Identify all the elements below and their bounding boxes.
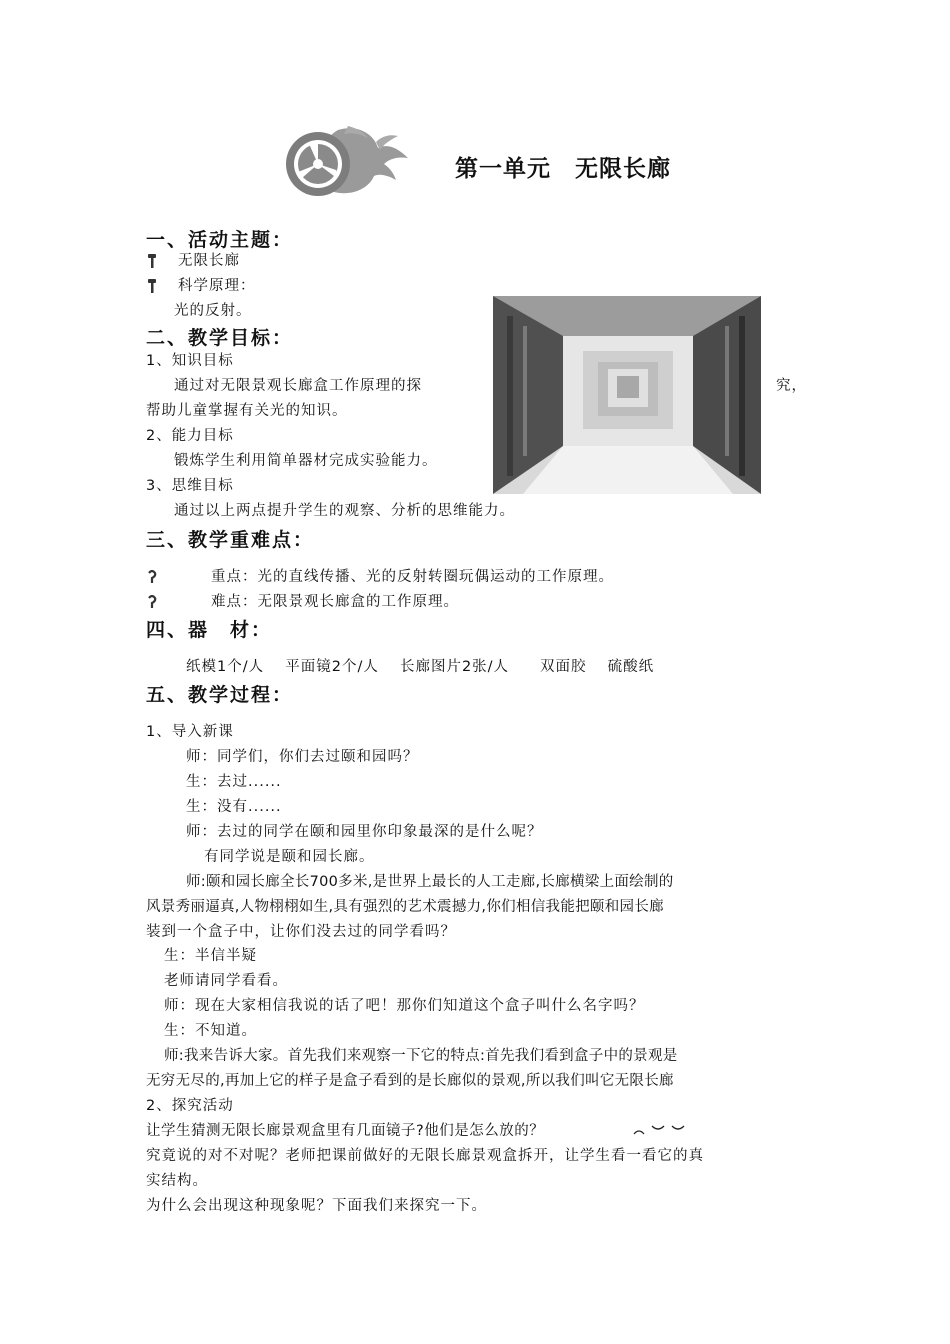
- process-line: 师:颐和园长廊全长700多米,是世界上最长的人工走廊,长廊横梁上面绘制的: [186, 874, 674, 890]
- process-line: 生：去过......: [186, 774, 282, 790]
- hook-bullet-icon: [147, 570, 157, 584]
- process-line: 装到一个盒子中，让你们没去过的同学看吗？: [146, 924, 456, 940]
- process-line: 师：现在大家相信我说的话了吧！那你们知道这个盒子叫什么名字吗？: [164, 998, 645, 1014]
- process-line: 有同学说是颐和园长廊。: [204, 849, 375, 865]
- unit-logo: [278, 124, 412, 198]
- process-line: 师:我来告诉大家。首先我们来观察一下它的特点:首先我们看到盒子中的景观是: [164, 1048, 678, 1064]
- process-line: 师：同学们，你们去过颐和园吗？: [186, 749, 419, 765]
- goal-3-title: 3、思维目标: [146, 478, 234, 494]
- process-line: 实结构。: [146, 1173, 208, 1189]
- section-4-heading: 四、器 材：: [146, 619, 273, 641]
- pin-bullet-icon: [147, 279, 157, 293]
- process-line: 让学生猜测无限长廊景观盒里有几面镜子?他们是怎么放的？: [146, 1123, 545, 1139]
- process-line: 生：半信半疑: [164, 948, 257, 964]
- section-1-heading: 一、活动主题：: [146, 229, 294, 251]
- process-line: 生：不知道。: [164, 1023, 257, 1039]
- goal-1-line-1: 通过对无限景观长廊盒工作原理的探: [174, 378, 422, 394]
- sec1-item-1: 无限长廊: [178, 253, 240, 269]
- pin-bullet-icon: [147, 254, 157, 268]
- page-title: 第一单元 无限长廊: [455, 156, 671, 182]
- wavy-mark-icon: [632, 1122, 688, 1138]
- sec3-key-point: 重点：光的直线传播、光的反射转圈玩偶运动的工作原理。: [211, 569, 614, 585]
- process-line: 无穷无尽的,再加上它的样子是盒子看到的是长廊似的景观,所以我们叫它无限长廊: [146, 1073, 674, 1089]
- process-line: 究竟说的对不对呢？老师把课前做好的无限长廊景观盒拆开，让学生看一看它的真: [146, 1148, 704, 1164]
- sec3-difficult-point: 难点：无限景观长廊盒的工作原理。: [211, 594, 459, 610]
- process-line: 1、导入新课: [146, 724, 234, 740]
- process-line: 老师请同学看看。: [164, 973, 288, 989]
- sec1-item-2: 科学原理：: [178, 278, 256, 294]
- sec1-item-2-detail: 光的反射。: [174, 303, 252, 319]
- goal-1-line-2: 帮助儿童掌握有关光的知识。: [146, 403, 348, 419]
- goal-2-title: 2、能力目标: [146, 428, 234, 444]
- process-line: 生：没有......: [186, 799, 282, 815]
- section-3-heading: 三、教学重难点：: [146, 529, 315, 551]
- hook-bullet-icon: [147, 595, 157, 609]
- goal-3-line-1: 通过以上两点提升学生的观察、分析的思维能力。: [174, 503, 515, 519]
- goal-1-title: 1、知识目标: [146, 353, 234, 369]
- goal-2-line-1: 锻炼学生利用简单器材完成实验能力。: [174, 453, 438, 469]
- goal-1-tail: 究，: [776, 378, 807, 394]
- process-line: 师：去过的同学在颐和园里你印象最深的是什么呢？: [186, 824, 543, 840]
- process-line: 为什么会出现这种现象呢？下面我们来探究一下。: [146, 1198, 487, 1214]
- section-2-heading: 二、教学目标：: [146, 327, 294, 349]
- materials-list: 纸模1个/人 平面镜2个/人 长廊图片2张/人 双面胶 硫酸纸: [186, 659, 655, 675]
- process-line: 风景秀丽逼真,人物栩栩如生,具有强烈的艺术震撼力,你们相信我能把颐和园长廊: [146, 899, 664, 915]
- process-line: 2、探究活动: [146, 1098, 234, 1114]
- section-5-heading: 五、教学过程：: [146, 684, 294, 706]
- corridor-photo: [493, 296, 761, 494]
